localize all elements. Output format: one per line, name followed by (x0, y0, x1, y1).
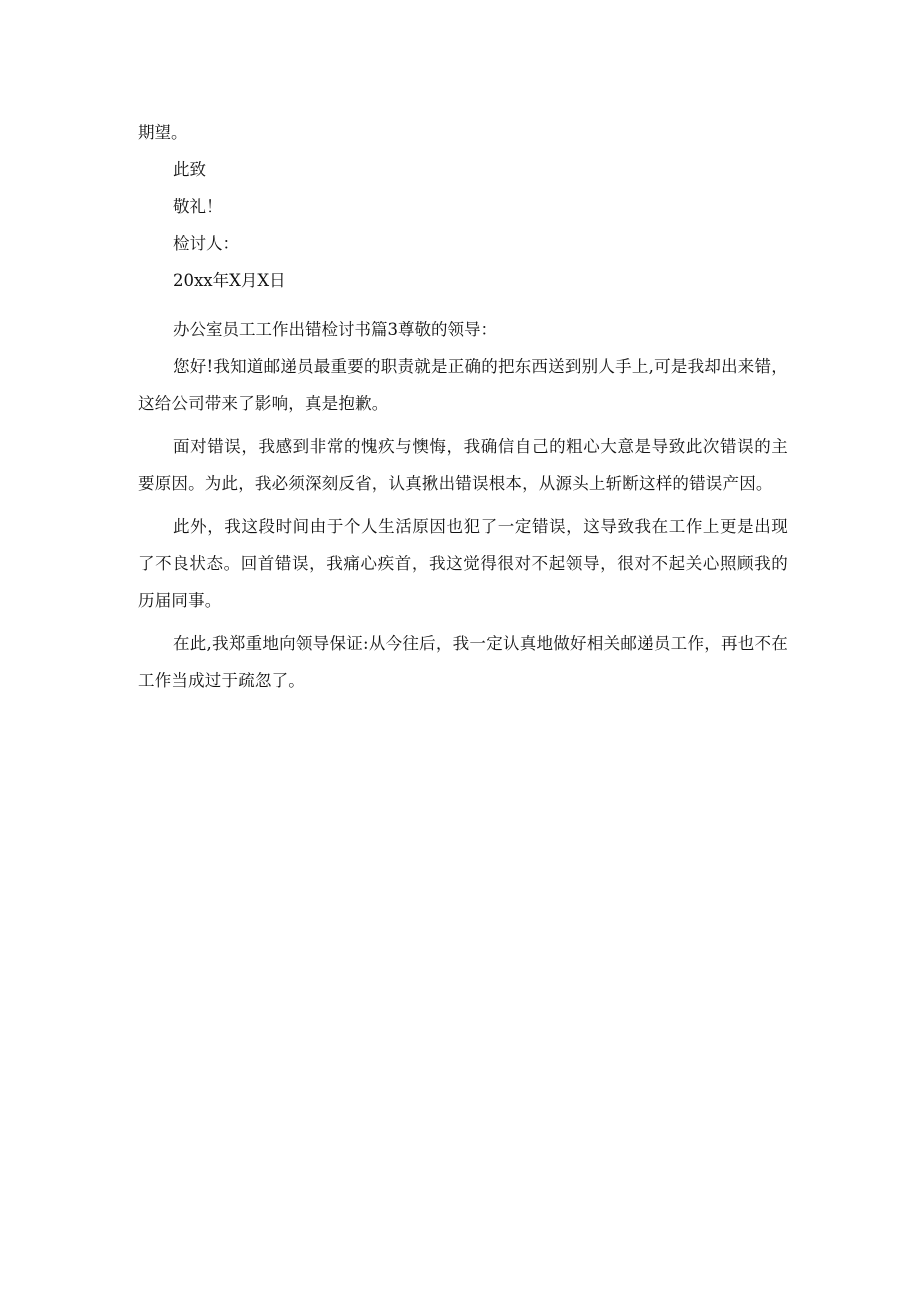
continuation-text: 期望。 (138, 123, 188, 142)
paragraph: 此外，我这段时间由于个人生活原因也犯了一定错误，这导致我在工作上更是出现了不良状态。回首错误，我痛心疾首，我这觉得很对不起领导，很对不起关心照顾我的历届同事。 (138, 517, 788, 610)
paragraph: 您好!我知道邮递员最重要的职责就是正确的把东西送到别人手上,可是我却出来错，这给公司带来了影响，真是抱歉。 (138, 357, 788, 413)
document-body (138, 114, 788, 699)
section-heading: 办公室员工工作出错检讨书篇3尊敬的领导： (173, 320, 497, 339)
paragraph: 面对错误，我感到非常的愧疚与懊悔，我确信自己的粗心大意是导致此次错误的主要原因。为此，我必须深刻反省，认真揪出错误根本，从源头上斩断这样的错误产因。 (138, 437, 788, 493)
section-spacer (138, 299, 788, 311)
signer-label: 检讨人： (173, 234, 239, 253)
date-line: 20xx年X月X日 (173, 271, 286, 290)
regards: 敬礼！ (173, 197, 223, 216)
paragraph: 在此,我郑重地向领导保证:从今往后，我一定认真地做好相关邮递员工作，再也不在工作当成过于疏忽了。 (138, 634, 788, 690)
salutation: 此致 (173, 160, 206, 179)
